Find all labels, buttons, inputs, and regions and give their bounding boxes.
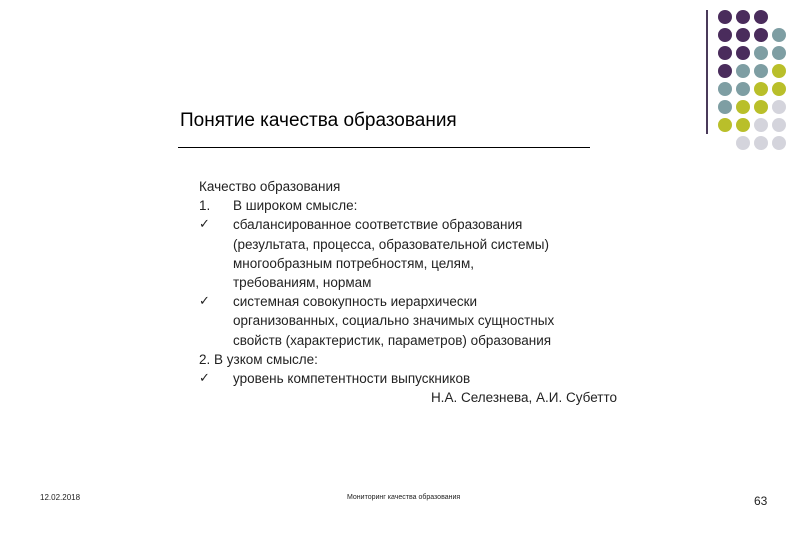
item-number: 1.: [199, 198, 211, 214]
decorative-dot: [754, 46, 768, 60]
item-text: требованиям, нормам: [233, 275, 372, 291]
decorative-dot: [772, 82, 786, 96]
decorative-dot: [754, 28, 768, 42]
decorative-dot: [736, 136, 750, 150]
decorative-dot: [772, 118, 786, 132]
page-number: 63: [754, 494, 768, 508]
decorative-dot: [736, 82, 750, 96]
list-item-continuation: [199, 273, 554, 292]
item-text: (результата, процесса, образовательной системы): [233, 236, 549, 252]
decorative-dot: [754, 82, 768, 96]
decorative-dot: [718, 118, 732, 132]
decorative-dot: [772, 28, 786, 42]
list-item: [199, 350, 554, 369]
decorative-dot: [736, 28, 750, 42]
list-item: [199, 196, 554, 215]
item-text: 2. В узком смысле:: [199, 351, 318, 367]
checkmark-icon: ✓: [199, 294, 210, 310]
decorative-dot: [754, 136, 768, 150]
list-item: [199, 215, 554, 234]
decorative-dot: [736, 10, 750, 24]
decorative-vertical-line: [706, 10, 708, 134]
decorative-dot: [718, 100, 732, 114]
list-item: [199, 369, 554, 388]
list-item-continuation: [199, 235, 554, 254]
decorative-dot: [718, 46, 732, 60]
list-item-continuation: [199, 254, 554, 273]
decorative-dot: [736, 64, 750, 78]
heading-line: [199, 177, 554, 196]
decorative-dot: [754, 64, 768, 78]
list-item-continuation: [199, 331, 554, 350]
decorative-dot: [718, 82, 732, 96]
decorative-dot: [772, 46, 786, 60]
decorative-dot: [718, 64, 732, 78]
decorative-dot: [736, 100, 750, 114]
decorative-dot: [772, 136, 786, 150]
item-text: организованных, социально значимых сущностных: [233, 313, 555, 329]
decorative-dot: [736, 46, 750, 60]
heading: Качество образования: [199, 179, 341, 194]
footer-date: 12.02.2018: [40, 493, 81, 502]
item-text: системная совокупность иерархически: [233, 294, 478, 310]
decorative-dot: [718, 28, 732, 42]
author-attribution: Н.А. Селезнева, А.И. Субетто: [430, 390, 617, 405]
decorative-dot: [754, 118, 768, 132]
decorative-dot: [772, 100, 786, 114]
decorative-dot: [754, 100, 768, 114]
list-item: [199, 292, 554, 311]
decorative-dot: [772, 64, 786, 78]
footer-title: Мониторинг качества образования: [347, 494, 461, 501]
slide-title: Понятие качества образования: [180, 110, 457, 131]
list-item-continuation: [199, 311, 554, 330]
checkmark-icon: ✓: [199, 371, 210, 387]
item-text: свойств (характеристик, параметров) образования: [233, 332, 552, 348]
item-text: многообразным потребностям, целям,: [233, 255, 475, 271]
title-underline: [178, 147, 590, 148]
slide-body: [199, 177, 554, 388]
decorative-dot: [754, 10, 768, 24]
decorative-dot: [718, 10, 732, 24]
item-text: уровень компетентности выпускников: [233, 371, 471, 387]
decorative-dot: [736, 118, 750, 132]
item-text: В широком смысле:: [233, 198, 358, 214]
item-text: сбалансированное соответствие образования: [233, 217, 523, 233]
checkmark-icon: ✓: [199, 217, 210, 233]
